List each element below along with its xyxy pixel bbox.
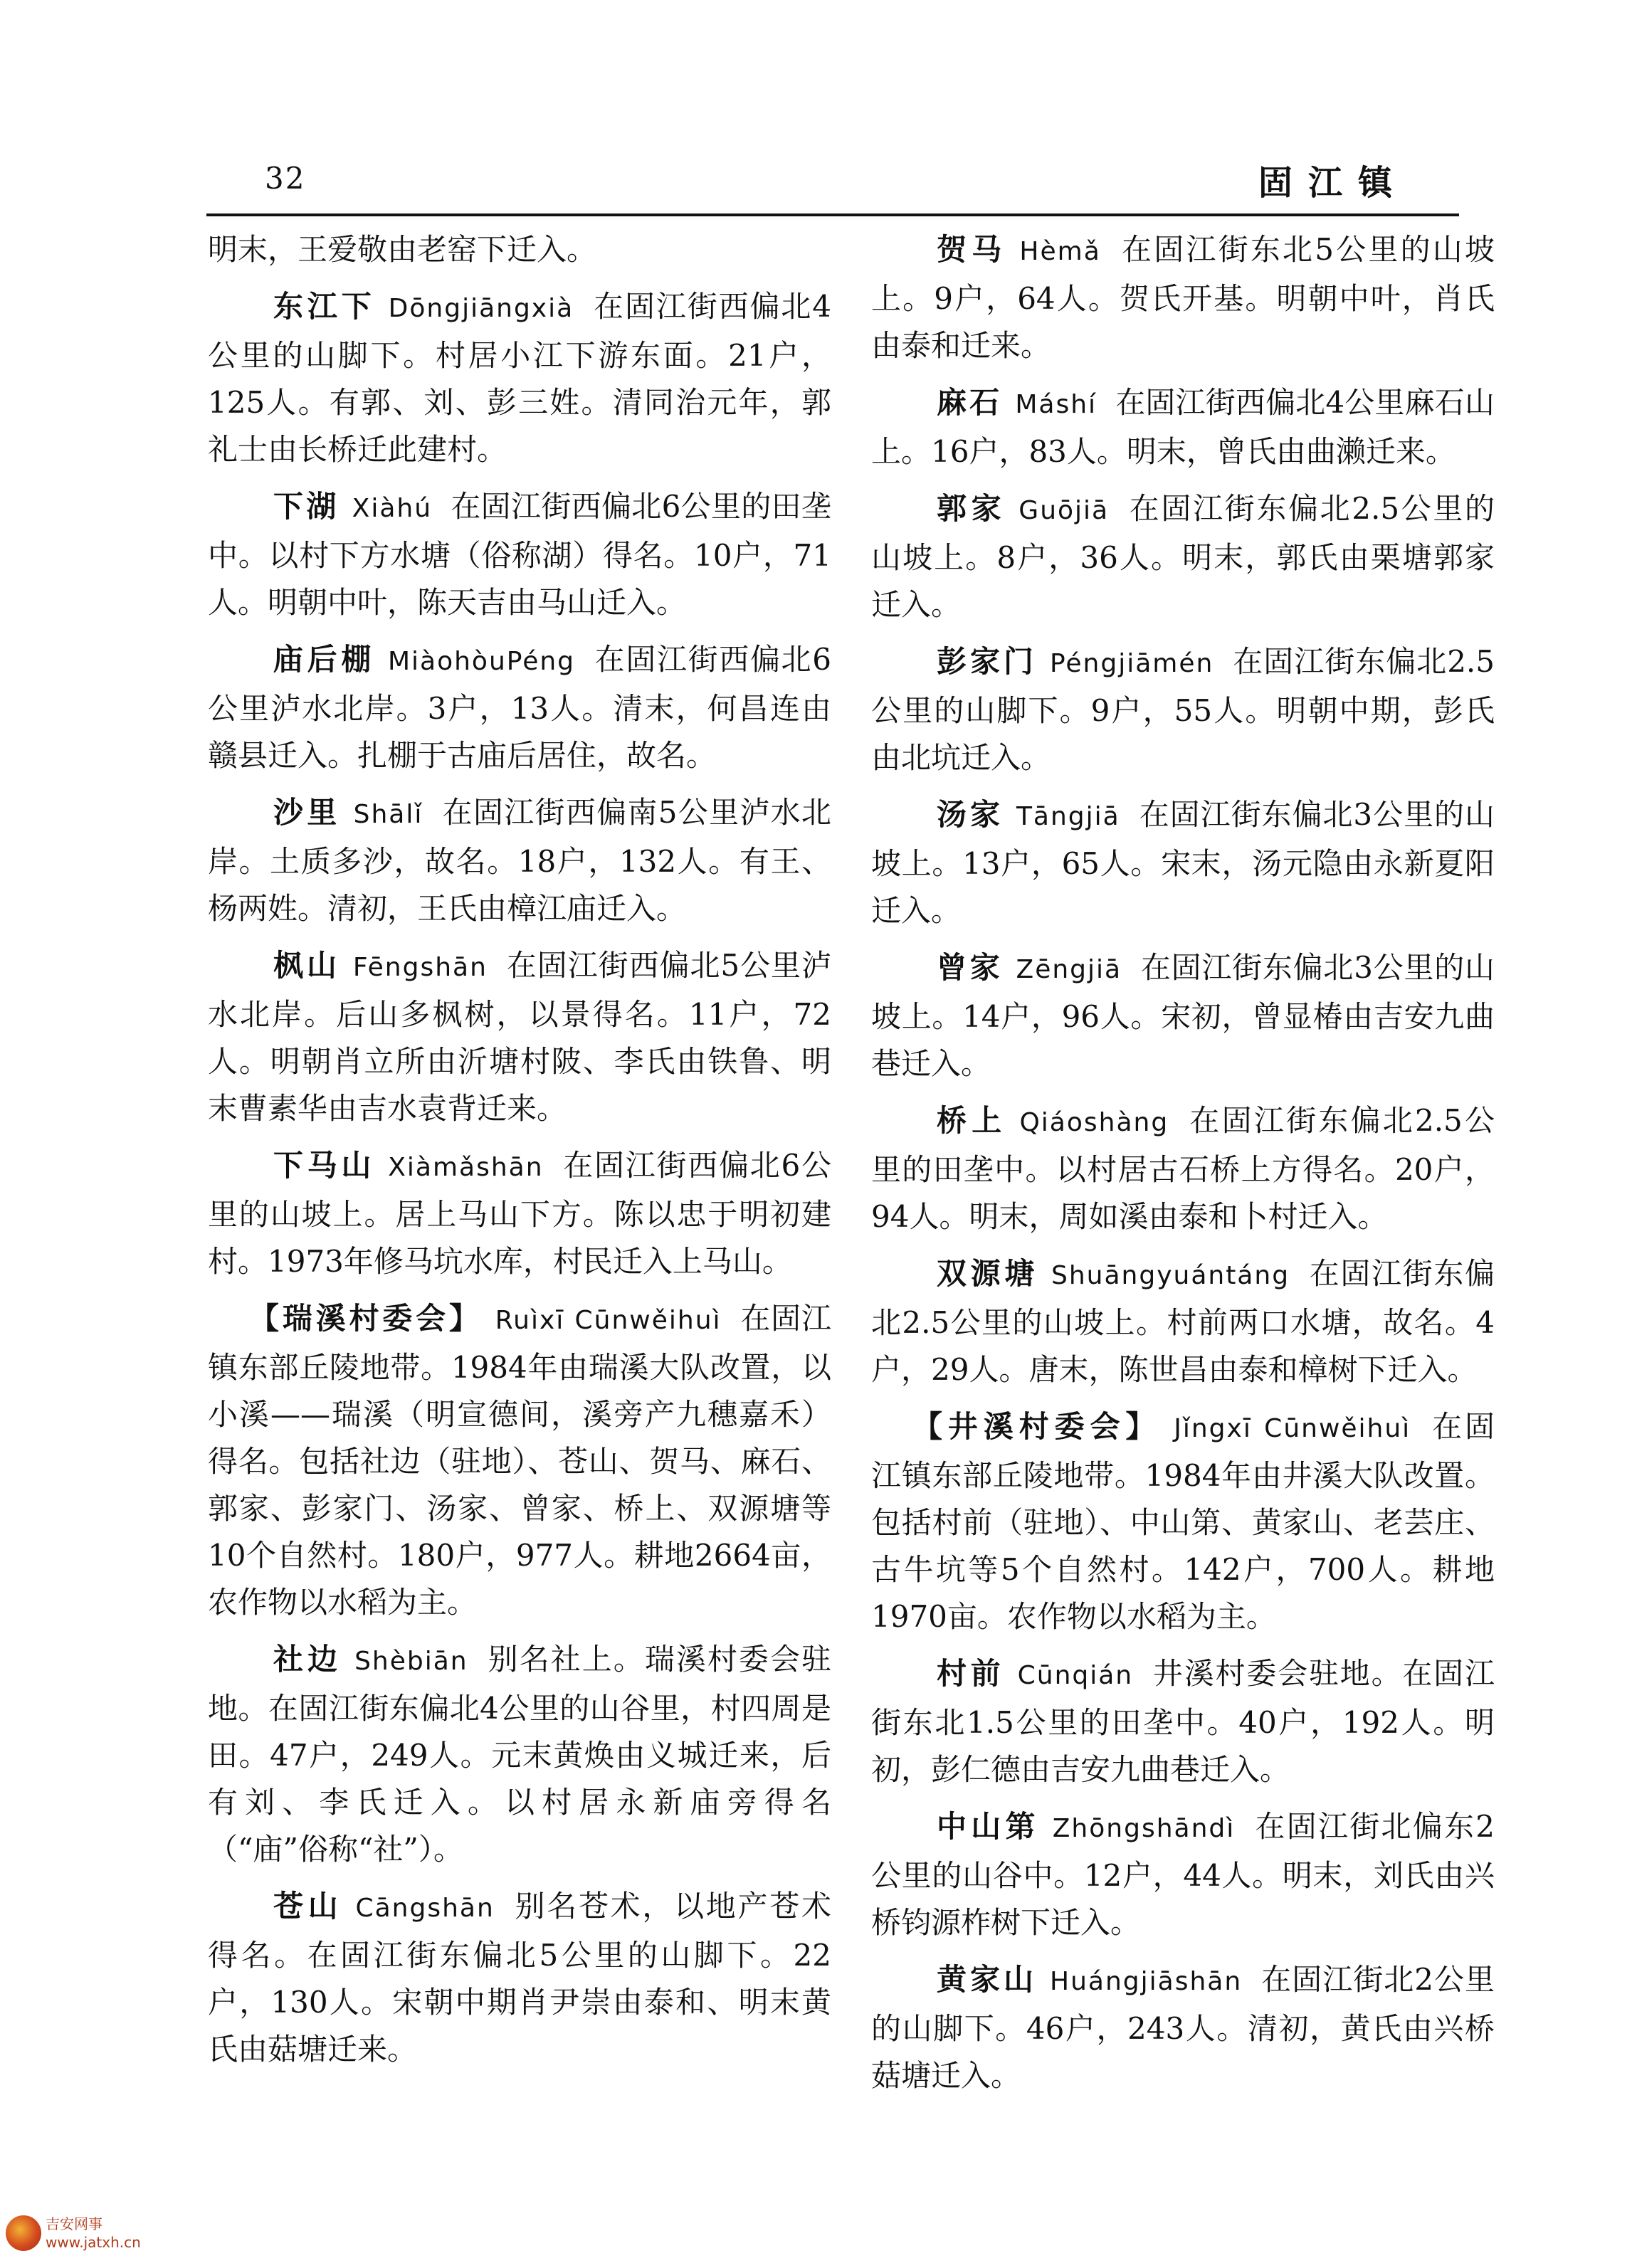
- place-name: 曾家: [937, 950, 1004, 985]
- committee-entry: [208, 1295, 831, 1626]
- place-pinyin: Ruìxī Cūnwěihuì: [495, 1306, 722, 1335]
- entry-description: 在固江街西偏南5公里泸水北岸。土质多沙，故名。18户，132人。有王、杨两姓。清初，王氏由樟江庙迁入。: [208, 795, 831, 926]
- place-name: 【井溪村委会】: [912, 1409, 1162, 1444]
- place-entry: [871, 1250, 1495, 1393]
- place-entry: [871, 485, 1495, 628]
- place-name: 黄家山: [937, 1962, 1038, 1997]
- place-entry: [871, 226, 1495, 369]
- place-entry: [871, 1650, 1495, 1793]
- entry-description: 在固江街东偏北2.5公里的山脚下。9户，55人。明朝中期，彭氏由北坑迁入。: [871, 644, 1495, 775]
- entry-description: 在固江街东偏北2.5公里的山坡上。村前两口水塘，故名。4户，29人。唐末，陈世昌由泰和樟树下迁入。: [871, 1256, 1495, 1387]
- place-pinyin: Hèmǎ: [1019, 237, 1101, 266]
- entry-description: 在固江街西偏北5公里泸水北岸。后山多枫树，以景得名。11户，72人。明朝肖立所由沂塘村陂、李氏由铁鲁、明末曹素华由吉水袁背迁来。: [208, 948, 831, 1126]
- place-name: 庙后棚: [273, 642, 375, 677]
- entry-description: 井溪村委会驻地。在固江街东北1.5公里的田垄中。40户，192人。明初，彭仁德由吉安九曲巷迁入。: [871, 1656, 1495, 1787]
- place-entry: [208, 636, 831, 779]
- place-name: 汤家: [937, 797, 1004, 832]
- watermark-url: www.jatxh.cn: [46, 2234, 141, 2251]
- place-pinyin: Péngjiāmén: [1049, 649, 1214, 678]
- place-pinyin: Tāngjiā: [1016, 802, 1120, 831]
- place-name: 彭家门: [937, 644, 1037, 679]
- place-pinyin: Guōjiā: [1018, 496, 1110, 525]
- place-entry: [871, 1956, 1495, 2099]
- place-name: 苍山: [273, 1889, 343, 1924]
- place-pinyin: Qiáoshàng: [1019, 1108, 1169, 1137]
- place-entry: [208, 789, 831, 932]
- place-pinyin: Xiàhú: [352, 494, 433, 523]
- place-entry: [871, 379, 1495, 475]
- entry-description: 在固江镇东部丘陵地带。1984年由井溪大队改置。包括村前（驻地）、中山第、黄家山、老芸庄、古牛坑等5个自然村。142户，700人。耕地1970亩。农作物以水稻为主。: [871, 1409, 1495, 1634]
- place-pinyin: Xiàmǎshān: [388, 1153, 544, 1182]
- watermark-site-name: 吉安网事: [46, 2215, 102, 2232]
- place-entry: [871, 1803, 1495, 1946]
- entry-description: 在固江街西偏北4公里的山脚下。村居小江下游东面。21户，125人。有郭、刘、彭三姓。清同治元年，郭礼士由长桥迁此建村。: [208, 289, 831, 467]
- place-name: 枫山: [273, 948, 340, 983]
- left-column: [208, 226, 831, 2083]
- entry-description: 别名社上。瑞溪村委会驻地。在固江街东偏北4公里的山谷里，村四周是田。47户，249人。元末黄焕由义城迁来，后有刘、李氏迁入。以村居永新庙旁得名（“庙”俗称“社”）。: [208, 1642, 831, 1867]
- place-entry: [208, 1142, 831, 1285]
- place-entry: [208, 1883, 831, 2073]
- entry-description: 在固江街西偏北6公里的田垄中。以村下方水塘（俗称湖）得名。10户，71人。明朝中叶，陈天吉由马山迁入。: [208, 489, 831, 620]
- place-pinyin: Shālǐ: [353, 800, 423, 829]
- place-pinyin: Máshí: [1015, 390, 1098, 419]
- place-name: 沙里: [273, 795, 341, 830]
- place-pinyin: Fēngshān: [352, 953, 488, 982]
- place-name: 【瑞溪村委会】: [249, 1301, 483, 1336]
- place-entry: [208, 283, 831, 473]
- entry-description: 明末，王爱敬由老窑下迁入。: [208, 232, 597, 267]
- place-name: 郭家: [937, 491, 1006, 526]
- header-rule: [206, 213, 1459, 216]
- watermark-logo-icon: [6, 2215, 41, 2251]
- place-pinyin: MiàohòuPéng: [387, 647, 576, 676]
- entry-description: 在固江街东偏北3公里的山坡上。13户，65人。宋末，汤元隐由永新夏阳迁入。: [871, 797, 1495, 928]
- entry-description: 在固江街东北5公里的山坡上。9户，64人。贺氏开基。明朝中叶，肖氏由泰和迁来。: [871, 232, 1495, 363]
- place-entry: [871, 1097, 1495, 1240]
- place-pinyin: Cūnqián: [1017, 1661, 1134, 1690]
- place-name: 麻石: [937, 385, 1003, 420]
- place-entry: [871, 791, 1495, 934]
- place-entry: [208, 942, 831, 1132]
- entry-description: 在固江街西偏北6公里泸水北岸。3户，13人。清末，何昌连由赣县迁入。扎棚于古庙后居住，故名。: [208, 642, 831, 773]
- place-pinyin: Huángjiāshān: [1050, 1967, 1243, 1996]
- entry-description: 在固江街北偏东2公里的山谷中。12户，44人。明末，刘氏由兴桥钧源柞树下迁入。: [871, 1809, 1495, 1940]
- entry-description: 在固江街西偏北6公里的山坡上。居上马山下方。陈以忠于明初建村。1973年修马坑水库，村民迁入上马山。: [208, 1148, 831, 1279]
- place-name: 东江下: [273, 289, 376, 324]
- place-name: 双源塘: [937, 1256, 1038, 1291]
- place-name: 村前: [937, 1656, 1005, 1691]
- place-entry: [208, 226, 831, 273]
- place-pinyin: Jǐngxī Cūnwěihuì: [1174, 1414, 1411, 1443]
- entry-description: 在固江街北2公里的山脚下。46户，243人。清初，黄氏由兴桥菇塘迁入。: [871, 1962, 1495, 2093]
- place-pinyin: Dōngjiāngxià: [388, 294, 574, 323]
- committee-entry: [871, 1403, 1495, 1640]
- place-entry: [871, 638, 1495, 781]
- place-pinyin: Cāngshān: [355, 1894, 495, 1923]
- entry-description: 别名苍术，以地产苍术得名。在固江街东偏北5公里的山脚下。22户，130人。宋朝中期肖尹崇由泰和、明末黄氏由菇塘迁来。: [208, 1889, 831, 2067]
- place-name: 贺马: [937, 232, 1007, 267]
- place-pinyin: Shèbiān: [354, 1647, 468, 1676]
- watermark-text: [46, 2215, 141, 2252]
- place-entry: [871, 944, 1495, 1087]
- place-pinyin: Shuāngyuántáng: [1051, 1261, 1290, 1290]
- entry-description: 在固江街东偏北2.5公里的山坡上。8户，36人。明末，郭氏由栗塘郭家迁入。: [871, 491, 1495, 622]
- running-title: 固江镇: [1258, 163, 1409, 203]
- place-entry: [208, 1636, 831, 1873]
- entry-description: 在固江街东偏北3公里的山坡上。14户，96人。宋初，曾显椿由吉安九曲巷迁入。: [871, 950, 1495, 1081]
- entry-description: 在固江街东偏北2.5公里的田垄中。以村居古石桥上方得名。20户，94人。明末，周如溪由泰和卜村迁入。: [871, 1103, 1495, 1234]
- entry-description: 在固江镇东部丘陵地带。1984年由瑞溪大队改置，以小溪——瑞溪（明宣德间，溪旁产九穗嘉禾）得名。包括社边（驻地）、苍山、贺马、麻石、郭家、彭家门、汤家、曾家、桥上、双源塘等10个自然村。180户，977人。耕地2664亩，农作物以水稻为主。: [208, 1301, 831, 1620]
- page-number: 32: [265, 161, 306, 196]
- right-column: [871, 226, 1495, 2109]
- place-name: 社边: [273, 1642, 342, 1677]
- place-name: 中山第: [937, 1809, 1040, 1844]
- place-name: 桥上: [937, 1103, 1007, 1138]
- place-entry: [208, 483, 831, 626]
- watermark: [6, 2215, 141, 2252]
- place-pinyin: Zēngjiā: [1016, 955, 1122, 984]
- entry-description: 在固江街西偏北4公里麻石山上。16户，83人。明末，曾氏由曲濑迁来。: [871, 385, 1495, 469]
- place-name: 下马山: [273, 1148, 376, 1183]
- place-name: 下湖: [273, 489, 339, 524]
- place-pinyin: Zhōngshāndì: [1052, 1814, 1236, 1843]
